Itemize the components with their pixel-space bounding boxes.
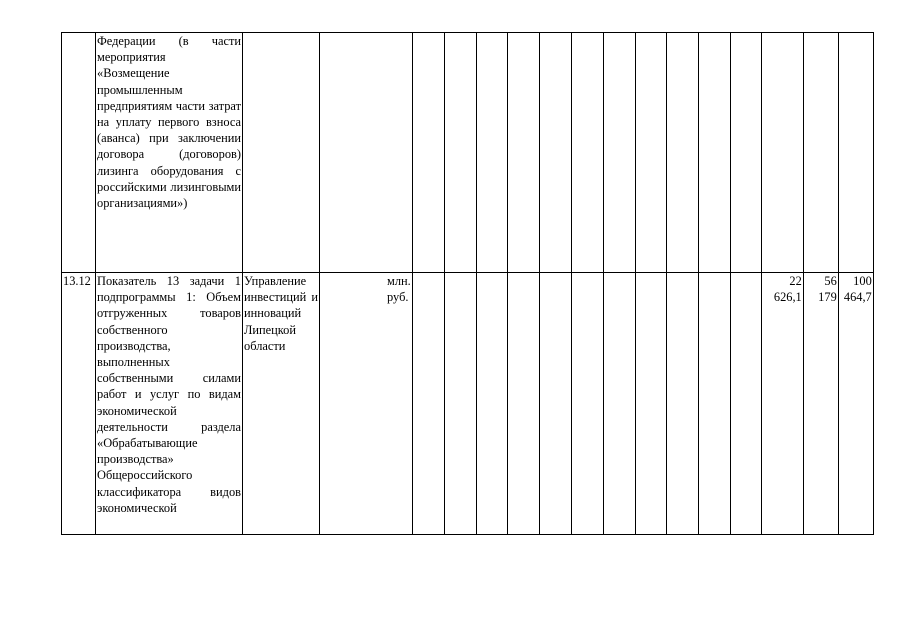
value-cell: 22 626,1 — [761, 273, 803, 535]
empty-cell — [666, 33, 698, 273]
empty-cell — [698, 273, 730, 535]
empty-cell — [507, 273, 539, 535]
unit-of-measure — [320, 33, 413, 273]
table-row — [62, 273, 874, 535]
value-cell — [838, 33, 873, 273]
value-cell: 56 179 — [803, 273, 838, 535]
value-cell — [761, 33, 803, 273]
indicator-name: Федерации (в части мероприятия «Возмещение промышленным предприятиям части затрат на уплату первого взноса (аванса) при заключении договора (договоров) лизинга оборудования с российскими лизинговыми организациями») — [96, 33, 243, 273]
indicator-name: Показатель 13 задачи 1 подпрограммы 1: Объем отгруженных товаров собственного производства, выполненных собственными силами работ и услуг по видам экономической деятельности раздела «Обрабатывающие производства» Общероссийского классификатора видов экономической — [96, 273, 243, 535]
empty-cell — [730, 273, 761, 535]
empty-cell — [539, 273, 571, 535]
responsible-executor — [243, 33, 320, 273]
responsible-executor: Управление инвестиций и инноваций Липецкой области — [243, 273, 320, 535]
empty-cell — [603, 33, 635, 273]
empty-cell — [539, 33, 571, 273]
row-code — [62, 33, 96, 273]
row-code: 13.12 — [62, 273, 96, 535]
table-row — [62, 33, 874, 273]
empty-cell — [571, 33, 603, 273]
empty-cell — [412, 33, 444, 273]
empty-cell — [444, 273, 476, 535]
empty-cell — [507, 33, 539, 273]
empty-cell — [444, 33, 476, 273]
empty-cell — [730, 33, 761, 273]
empty-cell — [698, 33, 730, 273]
data-table — [61, 32, 874, 535]
empty-cell — [666, 273, 698, 535]
empty-cell — [412, 273, 444, 535]
empty-cell — [571, 273, 603, 535]
value-cell — [803, 33, 838, 273]
empty-cell — [635, 33, 666, 273]
value-cell: 100 464,7 — [838, 273, 873, 535]
empty-cell — [476, 273, 507, 535]
empty-cell — [603, 273, 635, 535]
empty-cell — [635, 273, 666, 535]
empty-cell — [476, 33, 507, 273]
unit-of-measure: млн. руб. — [320, 273, 413, 535]
